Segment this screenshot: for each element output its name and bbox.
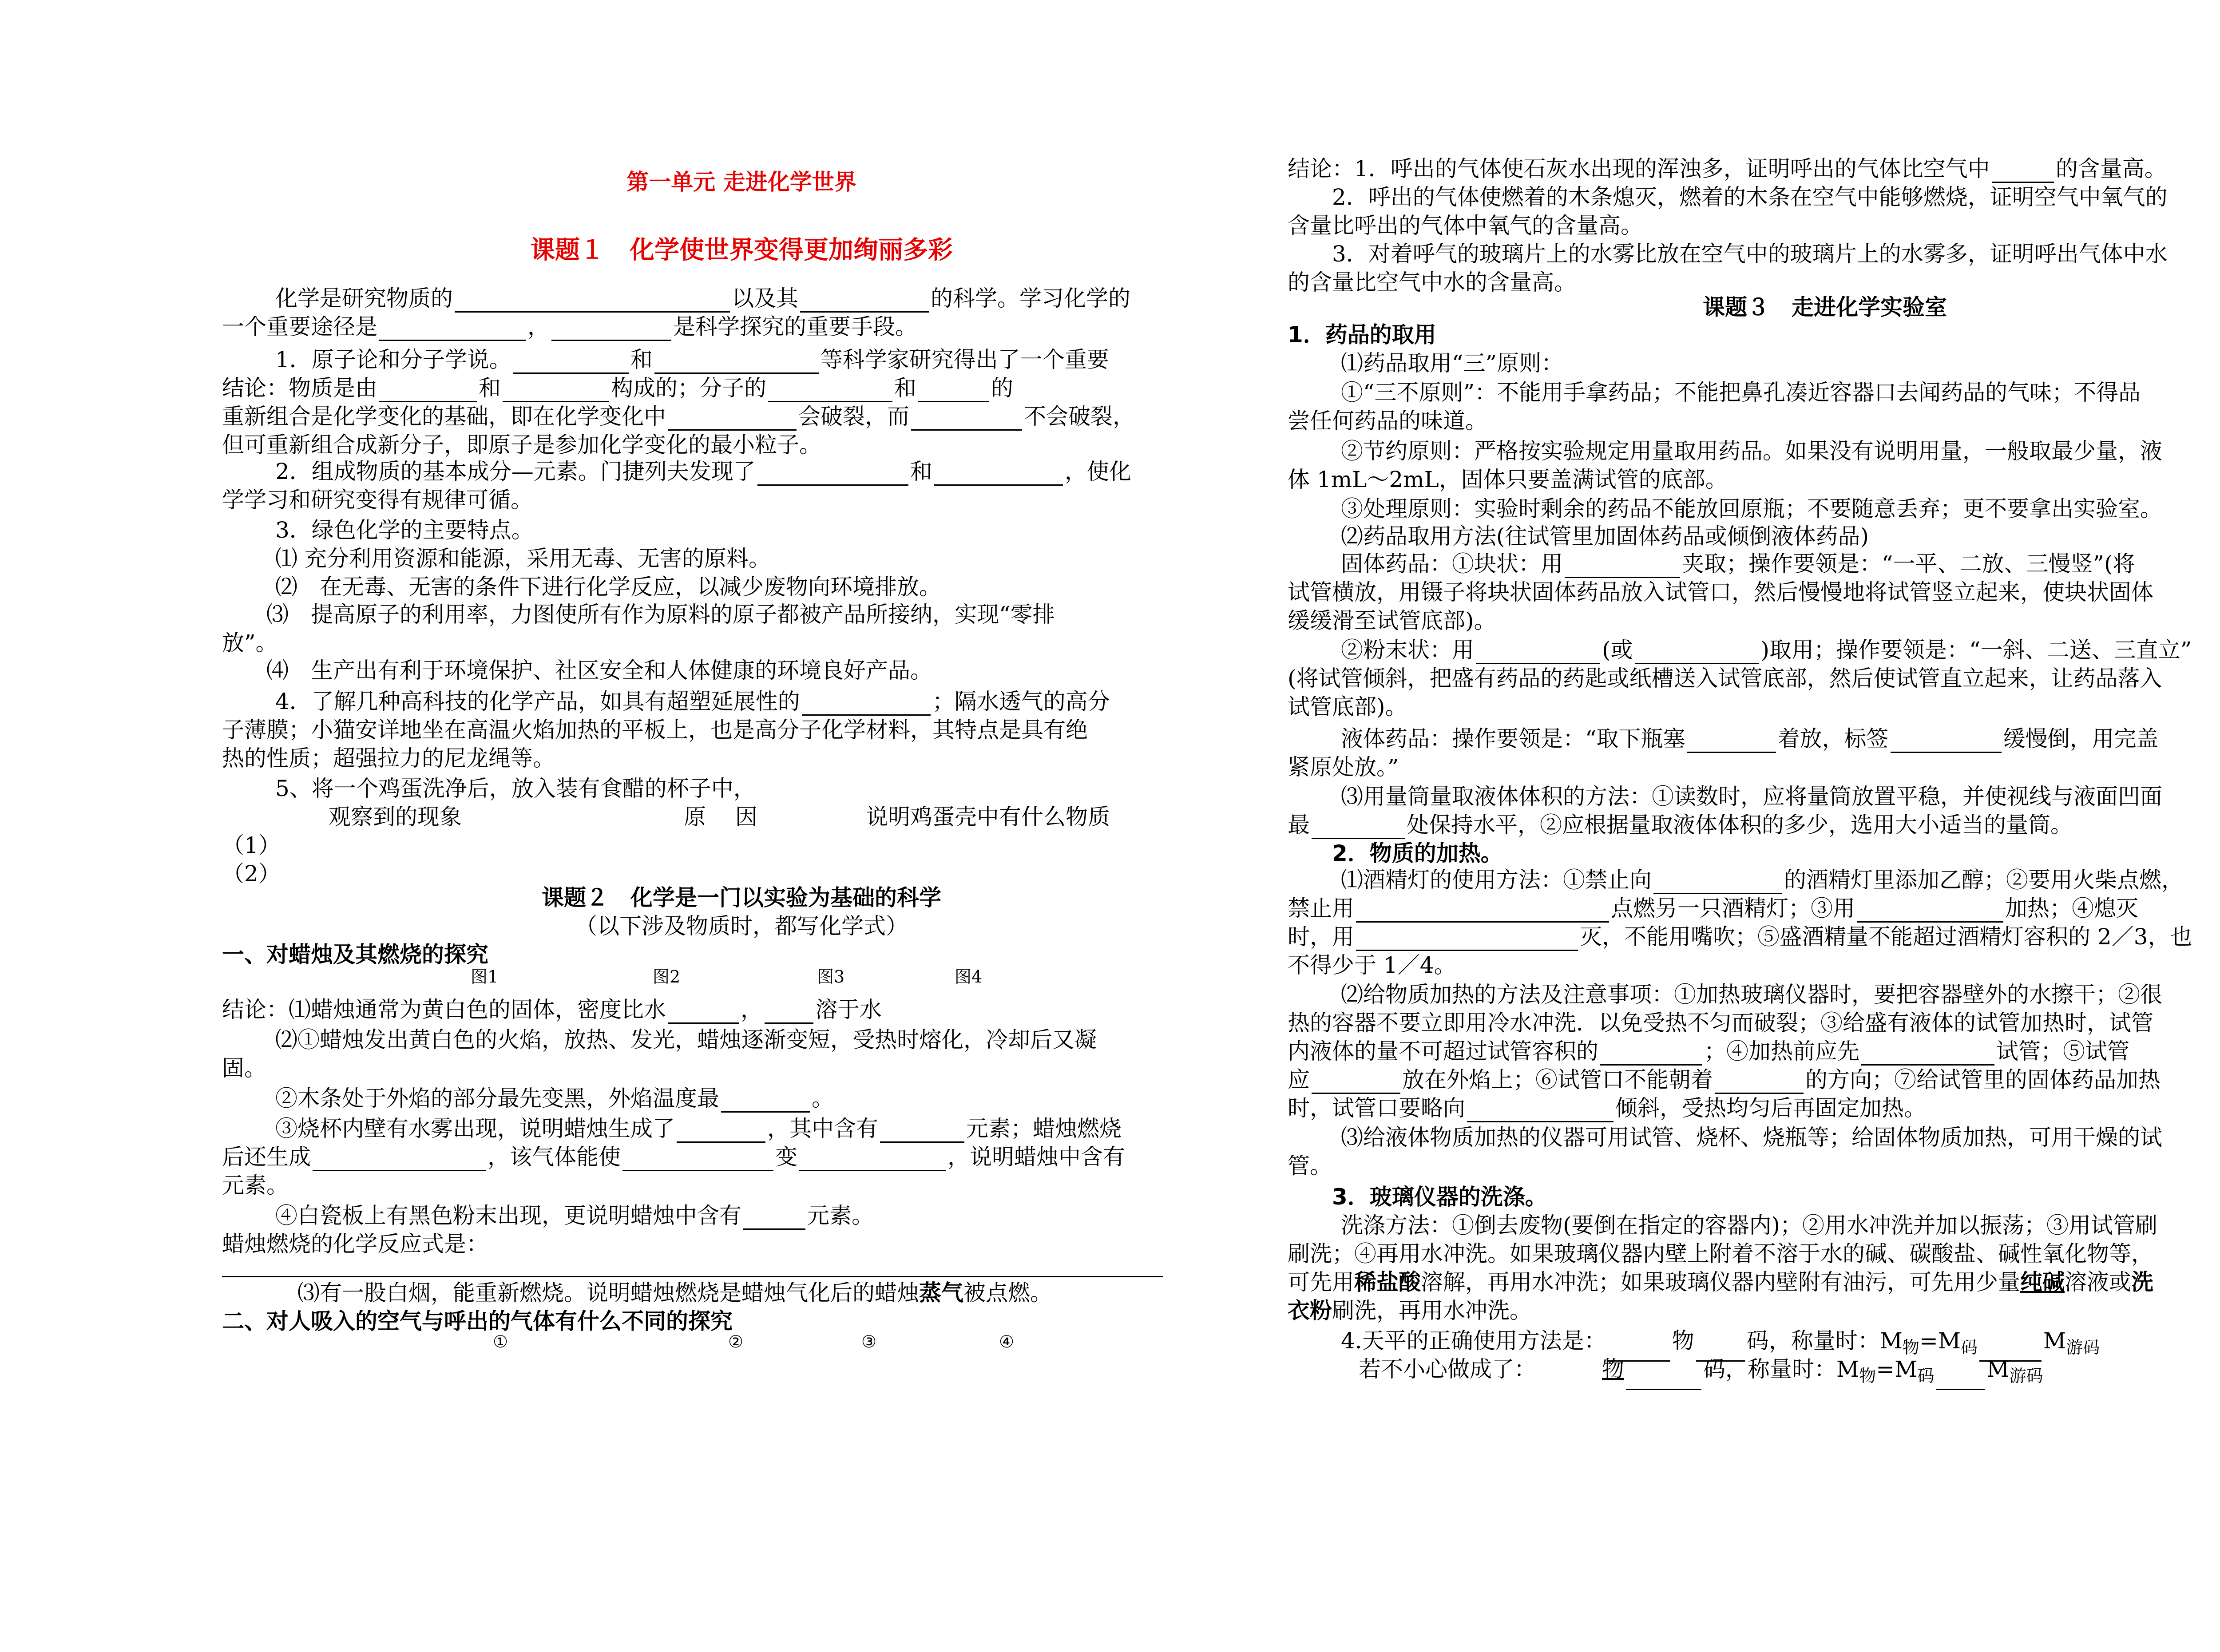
text-line: ①“三不原则”：不能用手拿药品；不能把鼻孔凑近容器口去闻药品的气味；不得品 <box>1341 380 2141 405</box>
text-line: ②节约原则：严格按实验规定用量取用药品。如果没有说明用量，一般取最少量，液 <box>1341 438 2162 464</box>
text-line: 试管底部)。 <box>1288 694 1407 720</box>
text-line: 1．原子论和分子学说。 和 等科学家研究得出了一个重要 <box>275 345 1109 374</box>
text-line: 尝任何药品的味道。 <box>1288 408 1487 434</box>
text-line: 5、将一个鸡蛋洗净后，放入装有食醋的杯子中， <box>275 776 756 801</box>
text-line: ⑵给物质加热的方法及注意事项：①加热玻璃仪器时，要把容器壁外的水擦干；②很 <box>1341 982 2162 1007</box>
section-heading: 二、对人吸入的空气与呼出的气体有什么不同的探究 <box>222 1308 733 1334</box>
text-line: ②木条处于外焰的部分最先变黑，外焰温度最 。 <box>275 1084 834 1113</box>
text-line: 放”。 <box>222 630 278 656</box>
text-line: 试管横放，用镊子将块状固体药品放入试管口，然后慢慢地将试管竖立起来，使块状固体 <box>1288 579 2153 605</box>
text-line: 缓缓滑至试管底部)。 <box>1288 608 1496 634</box>
list-item: （1） <box>222 832 281 858</box>
table-header: 观察到的现象 <box>329 804 462 830</box>
lesson1-title: 课题１ 化学使世界变得更加绚丽多彩 <box>530 236 953 265</box>
section-heading: 一、对蜡烛及其燃烧的探究 <box>222 942 488 967</box>
text-line: ④白瓷板上有黑色粉末出现，更说明蜡烛中含有 元素。 <box>275 1201 874 1230</box>
unit-title: 第一单元 走进化学世界 <box>626 169 856 195</box>
text-line: ⑴ 充分利用资源和能源，采用无毒、无害的原料。 <box>275 546 771 571</box>
text-line: ⑴药品取用“三”原则： <box>1341 350 1564 376</box>
figure-label: 图1 <box>471 967 499 986</box>
text-line: 时，用 灭，不能用嘴吹；⑤盛酒精量不能超过酒精灯容积的 2／3，也 <box>1288 923 2192 951</box>
text-line: 一个重要途径是 ， 是科学探究的重要手段。 <box>222 313 917 341</box>
text-line: 热的性质；超强拉力的尼龙绳等。 <box>222 745 555 771</box>
figure-label: ④ <box>999 1332 1015 1351</box>
text-line: 可先用稀盐酸溶解，再用水冲洗；如果玻璃仪器内壁附有油污，可先用少量纯碱溶液或洗 <box>1288 1269 2153 1295</box>
text-line: 洗涤方法：①倒去废物(要倒在指定的容器内)；②用水冲洗并加以振荡；③用试管刷 <box>1341 1212 2158 1238</box>
text-line: 体 1mL～2mL，固体只要盖满试管的底部。 <box>1288 467 1728 492</box>
text-line: 液体药品：操作要领是：“取下瓶塞 着放，标签 缓慢倒，用完盖 <box>1341 725 2159 753</box>
text-line: ⑶给液体物质加热的仪器可用试管、烧杯、烧瓶等；给固体物质加热，可用干燥的试 <box>1341 1125 2162 1150</box>
text-line: 后还生成 ，该气体能使 变 ，说明蜡烛中含有 <box>222 1143 1125 1171</box>
figure-label: ① <box>493 1332 508 1351</box>
text-line: ⑵ 在无毒、无害的条件下进行化学反应，以减少废物向环境排放。 <box>275 574 941 600</box>
text-line: 若不小心做成了： 物 码，称量时：$M_物=M_码$ $M_{游码}$ <box>1359 1355 2043 1383</box>
text-line: 内液体的量不可超过试管容积的 ；④加热前应先 试管；⑤试管 <box>1288 1037 2129 1066</box>
figure-label: 图4 <box>955 967 983 986</box>
text-line: 学学习和研究变得有规律可循。 <box>222 487 533 513</box>
text-line: 的含量比空气中水的含量高。 <box>1288 269 1576 295</box>
table-header: 说明鸡蛋壳中有什么物质 <box>866 804 1110 830</box>
text-line: 化学是研究物质的 以及其 的科学。学习化学的 <box>275 284 1130 313</box>
text-line: 管。 <box>1288 1153 1332 1179</box>
answer-line <box>222 1276 1163 1277</box>
section-heading: 2．物质的加热。 <box>1332 840 1503 866</box>
text-line: ⑷ 生产出有利于环境保护、社区安全和人体健康的环境良好产品。 <box>266 658 932 683</box>
text-line: 结论：1．呼出的气体使石灰水出现的浑浊多，证明呼出的气体比空气中 的含量高。 <box>1288 155 2167 183</box>
text-line: 固体药品：①块状：用 夹取；操作要领是：“一平、二放、三慢竖”(将 <box>1341 550 2135 578</box>
text-line: 结论：⑴蜡烛通常为黄白色的固体，密度比水 ， 溶于水 <box>222 995 882 1024</box>
text-line: 不得少于 1／4。 <box>1288 952 1456 978</box>
text-line: 4．了解几种高科技的化学产品，如具有超塑延展性的 ；隔水透气的高分 <box>275 687 1110 716</box>
text-line: ⑴酒精灯的使用方法：①禁止向 的酒精灯里添加乙醇；②要用火柴点燃， <box>1341 866 2184 894</box>
text-line: 2．呼出的气体使燃着的木条熄灭，燃着的木条在空气中能够燃烧，证明空气中氧气的 <box>1332 184 2168 210</box>
text-line: 蜡烛燃烧的化学反应式是： <box>222 1231 488 1257</box>
text-line: 禁止用 点燃另一只酒精灯；③用 加热；④熄灭 <box>1288 894 2138 923</box>
text-line: 元素。 <box>222 1173 289 1198</box>
text-line: 紧原处放。” <box>1288 754 1399 780</box>
text-line: 但可重新组合成新分子，即原子是参加化学变化的最小粒子。 <box>222 432 821 458</box>
text-line: (将试管倾斜，把盛有药品的药匙或纸槽送入试管底部，然后使试管直立起来，让药品落入 <box>1288 666 2162 691</box>
text-line: 刷洗；④再用水冲洗。如果玻璃仪器内壁上附着不溶于水的碱、碳酸盐、碱性氧化物等， <box>1288 1241 2153 1267</box>
text-line: ③处理原则：实验时剩余的药品不能放回原瓶；不要随意丢弃；更不要拿出实验室。 <box>1341 496 2162 522</box>
text-line: ③烧杯内壁有水雾出现，说明蜡烛生成了 ，其中含有 元素；蜡烛燃烧 <box>275 1114 1122 1143</box>
text-line: ②粉末状：用 (或 )取用；操作要领是：“一斜、二送、三直立” <box>1341 636 2192 664</box>
figure-label: 图3 <box>817 967 845 986</box>
text-line: ⑶用量筒量取液体体积的方法：①读数时，应将量筒放置平稳，并使视线与液面凹面 <box>1341 784 2162 809</box>
lesson2-title: 课题２ 化学是一门以实验为基础的科学 <box>542 885 941 911</box>
text-line: 最 处保持水平，②应根据量取液体体积的多少，选用大小适当的量筒。 <box>1288 811 2073 839</box>
text-line: 结论：物质是由 和 构成的；分子的 和 的 <box>222 374 1013 402</box>
text-line: ⑵①蜡烛发出黄白色的火焰，放热、发光，蜡烛逐渐变短，受热时熔化，冷却后又凝 <box>275 1027 1097 1053</box>
section-heading: 1．药品的取用 <box>1288 322 1436 348</box>
lesson2-subtitle: （以下涉及物质时，都写化学式） <box>575 913 908 939</box>
list-item: （2） <box>222 861 281 887</box>
text-line: 重新组合是化学变化的基础，即在化学变化中 会破裂，而 不会破裂， <box>222 402 1135 431</box>
text-line: 3．对着呼气的玻璃片上的水雾比放在空气中的玻璃片上的水雾多，证明呼出气体中水 <box>1332 241 2168 267</box>
text-line: 3．绿色化学的主要特点。 <box>275 517 534 543</box>
text-line: 2．组成物质的基本成分—元素。门捷列夫发现了 和 ，使化 <box>275 457 1131 486</box>
figure-label: ② <box>728 1332 744 1351</box>
text-line: 固。 <box>222 1055 266 1081</box>
text-line: 子薄膜；小猫安详地坐在高温火焰加热的平板上，也是高分子化学材料，其特点是具有绝 <box>222 717 1088 743</box>
text-line: 热的容器不要立即用冷水冲洗．以免受热不匀而破裂；③给盛有液体的试管加热时，试管 <box>1288 1010 2153 1036</box>
text-line: 时，试管口要略向 倾斜，受热均匀后再固定加热。 <box>1288 1094 1926 1122</box>
section-heading: 3．玻璃仪器的洗涤。 <box>1332 1184 1547 1210</box>
table-header: 原 因 <box>684 804 757 830</box>
text-line: 衣粉刷洗，再用水冲洗。 <box>1288 1298 1532 1323</box>
lesson3-title: 课题３ 走进化学实验室 <box>1703 294 1947 320</box>
text-line: ⑵药品取用方法(往试管里加固体药品或倾倒液体药品) <box>1341 523 1869 549</box>
text-line: 含量比呼出的气体中氧气的含量高。 <box>1288 213 1643 238</box>
text-line: ⑶ 提高原子的利用率，力图使所有作为原料的原子都被产品所接纳，实现“零排 <box>266 602 1055 627</box>
figure-label: ③ <box>861 1332 877 1351</box>
text-line: 应 放在外焰上；⑥试管口不能朝着 的方向；⑦给试管里的固体药品加热 <box>1288 1066 2161 1094</box>
figure-label: 图2 <box>653 967 681 986</box>
text-line: ⑶有一股白烟，能重新燃烧。说明蜡烛燃烧是蜡烛气化后的蜡烛蒸气被点燃。 <box>297 1280 1052 1306</box>
text-line: 4.天平的正确使用方法是： 物 码，称量时：$M_物=M_码$ $M_{游码}$ <box>1341 1327 2100 1355</box>
